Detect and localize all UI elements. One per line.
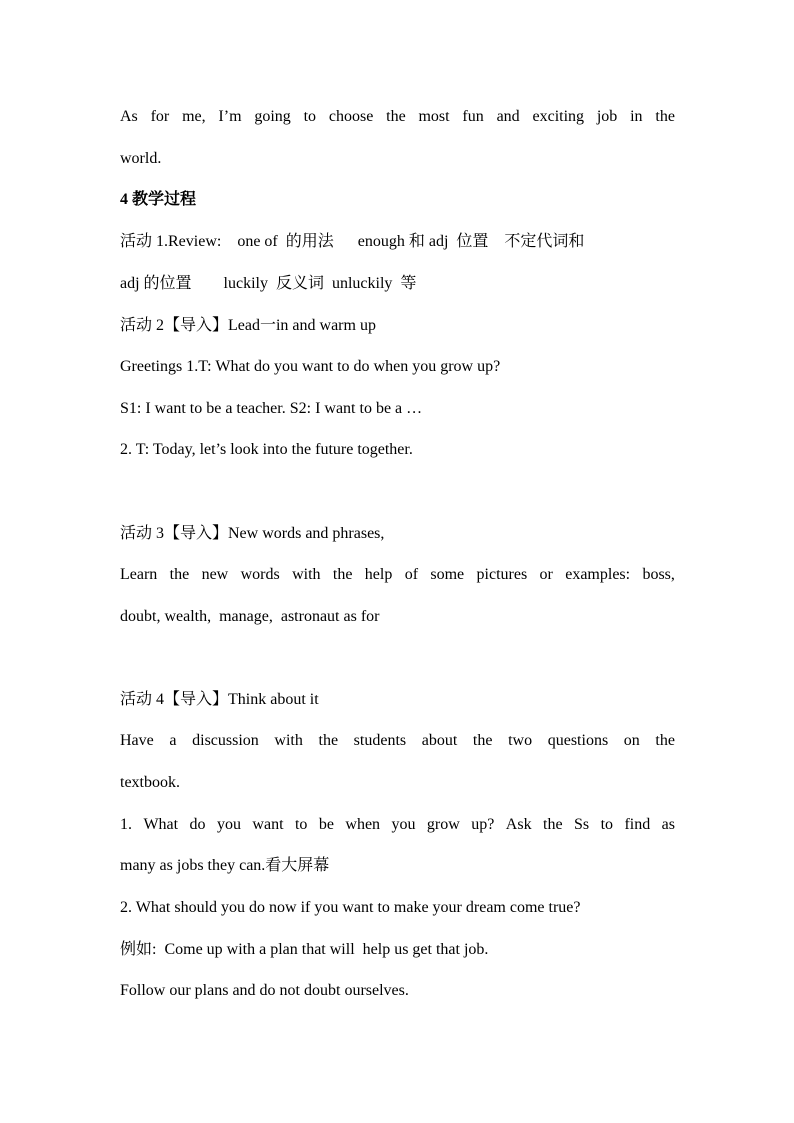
activity-4-question-1-line-1 [120,815,675,835]
word: up? [471,816,495,833]
word: want [252,816,284,833]
word: fun [462,108,484,125]
word: about [421,732,458,749]
word: on [623,732,640,749]
word: to [600,816,614,833]
word: 1. [120,816,132,833]
word: you [216,816,241,833]
word: with [292,566,321,583]
activity-2-line-2: S1: I want to be a teacher. S2: I want to be a … [120,400,423,417]
word: choose [328,108,374,125]
word: Ask [505,816,532,833]
section-heading: 4 教学过程 [120,191,197,208]
word: the [318,732,339,749]
word: to [294,816,308,833]
activity-4-final: Follow our plans and do not doubt ourselves. [120,982,409,999]
word: of [404,566,419,583]
word: when [345,816,381,833]
word: a [169,732,177,749]
word: as [661,816,675,833]
word: the [655,108,675,125]
word: exciting [532,108,585,125]
word: boss, [642,566,675,583]
activity-1-line-1: 活动 1.Review: one of 的用法 enough 和 adj 位置 不定代词和 [120,233,585,250]
word: with [274,732,303,749]
word: you [391,816,416,833]
word: examples: [565,566,631,583]
word: do [189,816,206,833]
word: the [169,566,190,583]
word: two [508,732,533,749]
word: and [496,108,520,125]
word: Learn [120,566,158,583]
activity-4-example: 例如: Come up with a plan that will help us get that job. [120,941,489,958]
word: find [624,816,651,833]
word: me, [182,108,206,125]
word: going [254,108,291,125]
activity-3-title: 活动 3【导入】New words and phrases, [120,525,385,542]
word: the [655,732,675,749]
activity-4-question-2: 2. What should you do now if you want to make your dream come true? [120,899,581,916]
word: the [332,566,353,583]
activity-2-line-1: Greetings 1.T: What do you want to do when you grow up? [120,358,501,375]
word: some [430,566,465,583]
activity-4-line-2: textbook. [120,774,180,791]
word: job [596,108,618,125]
word: students [353,732,407,749]
word: Have [120,732,154,749]
word: grow [426,816,460,833]
word: pictures [476,566,528,583]
activity-3-line-1 [120,565,675,585]
intro-line-2: world. [120,150,162,167]
activity-4-title: 活动 4【导入】Think about it [120,691,319,708]
word: most [418,108,450,125]
word: questions [547,732,609,749]
word: or [539,566,553,583]
activity-2-title: 活动 2【导入】Lead一in and warm up [120,317,376,334]
word: words [240,566,280,583]
word: I’m [218,108,242,125]
word: new [201,566,229,583]
word: help [364,566,393,583]
word: the [386,108,406,125]
word: for [150,108,170,125]
activity-4-question-1-line-2: many as jobs they can.看大屏幕 [120,857,330,874]
word: the [472,732,493,749]
word: in [630,108,643,125]
word: to [303,108,317,125]
intro-line-1 [120,107,675,127]
activity-1-line-2: adj 的位置 luckily 反义词 unluckily 等 [120,275,417,292]
activity-2-line-3: 2. T: Today, let’s look into the future together. [120,441,413,458]
word: Ss [574,816,590,833]
word: discussion [192,732,259,749]
activity-3-line-2: doubt, wealth, manage, astronaut as for [120,608,380,625]
word: As [120,108,138,125]
activity-4-line-1 [120,731,675,751]
word: be [318,816,334,833]
word: the [543,816,563,833]
word: What [143,816,179,833]
